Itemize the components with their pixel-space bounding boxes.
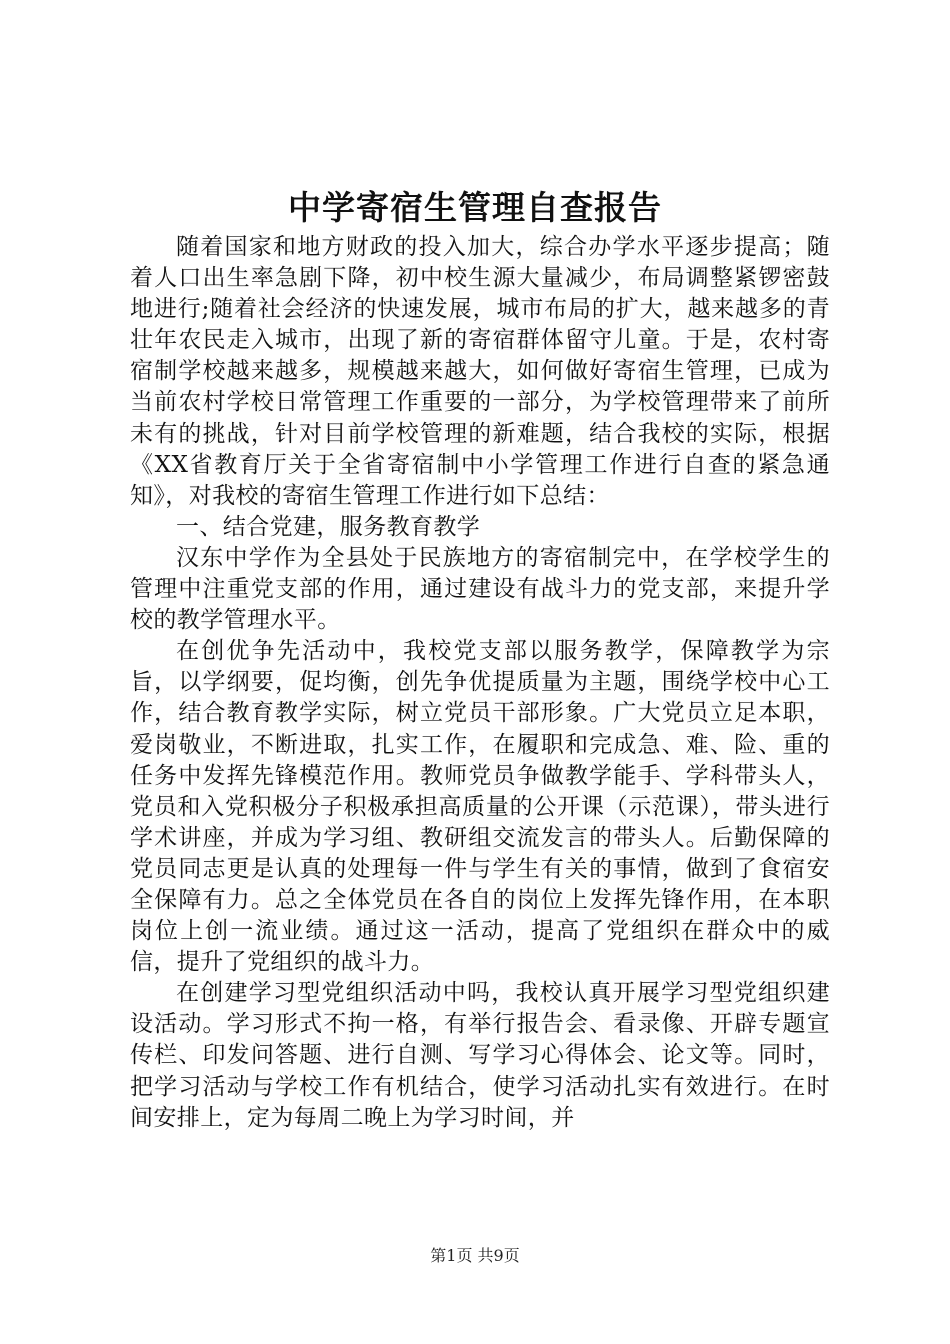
section-heading-1: 一、结合党建，服务教育教学 bbox=[176, 513, 481, 540]
paragraph-learning-organization: 在创建学习型党组织活动中吗，我校认真开展学习型党组织建设活动。学习形式不拘一格，有举行报告会、看录像、开辟专题宣传栏、印发问答题、进行自测、写学习心得体会、论文等。同时，把学习活动与学校工作有机结合，使学习活动扎实有效进行。在时间安排上，定为每周二晚上为学习时间，并 bbox=[130, 980, 830, 1131]
document-title: 中学寄宿生管理自查报告 bbox=[288, 188, 662, 227]
page-footer bbox=[0, 1244, 950, 1268]
page-number: 第1页 bbox=[430, 1246, 473, 1265]
page-total: 共9页 bbox=[477, 1246, 520, 1265]
paragraph-intro: 随着国家和地方财政的投入加大，综合办学水平逐步提高；随着人口出生率急剧下降，初中校生源大量减少，布局调整紧锣密鼓地进行;随着社会经济的快速发展，城市布局的扩大，越来越多的青壮年农民走入城市，出现了新的寄宿群体留守儿童。于是，农村寄宿制学校越来越多，规模越来越大，如何做好寄宿生管理，已成为当前农村学校日常管理工作重要的一部分，为学校管理带来了前所未有的挑战，针对目前学校管理的新难题，结合我校的实际，根据《XX省教育厅关于全省寄宿制中小学管理工作进行自查的紧急通知》，对我校的寄宿生管理工作进行如下总结： bbox=[130, 234, 830, 509]
paragraph-excellence-activity: 在创优争先活动中，我校党支部以服务教学，保障教学为宗旨，以学纲要，促均衡，创先争优提质量为主题，围绕学校中心工作，结合教育教学实际，树立党员干部形象。广大党员立足本职，爱岗敬业，不断进取，扎实工作，在履职和完成急、难、险、重的任务中发挥先锋模范作用。教师党员争做教学能手、学科带头人，党员和入党积极分子积极承担高质量的公开课（示范课），带头进行学术讲座，并成为学习组、教研组交流发言的带头人。后勤保障的党员同志更是认真的处理每一件与学生有关的事情，做到了食宿安全保障有力。总之全体党员在各自的岗位上发挥先锋作用，在本职岗位上创一流业绩。通过这一活动，提高了党组织在群众中的威信，提升了党组织的战斗力。 bbox=[130, 638, 830, 976]
document-body bbox=[130, 232, 830, 1134]
paragraph-school-intro: 汉东中学作为全县处于民族地方的寄宿制完中，在学校学生的管理中注重党支部的作用，通过建设有战斗力的党支部，来提升学校的教学管理水平。 bbox=[130, 544, 830, 634]
